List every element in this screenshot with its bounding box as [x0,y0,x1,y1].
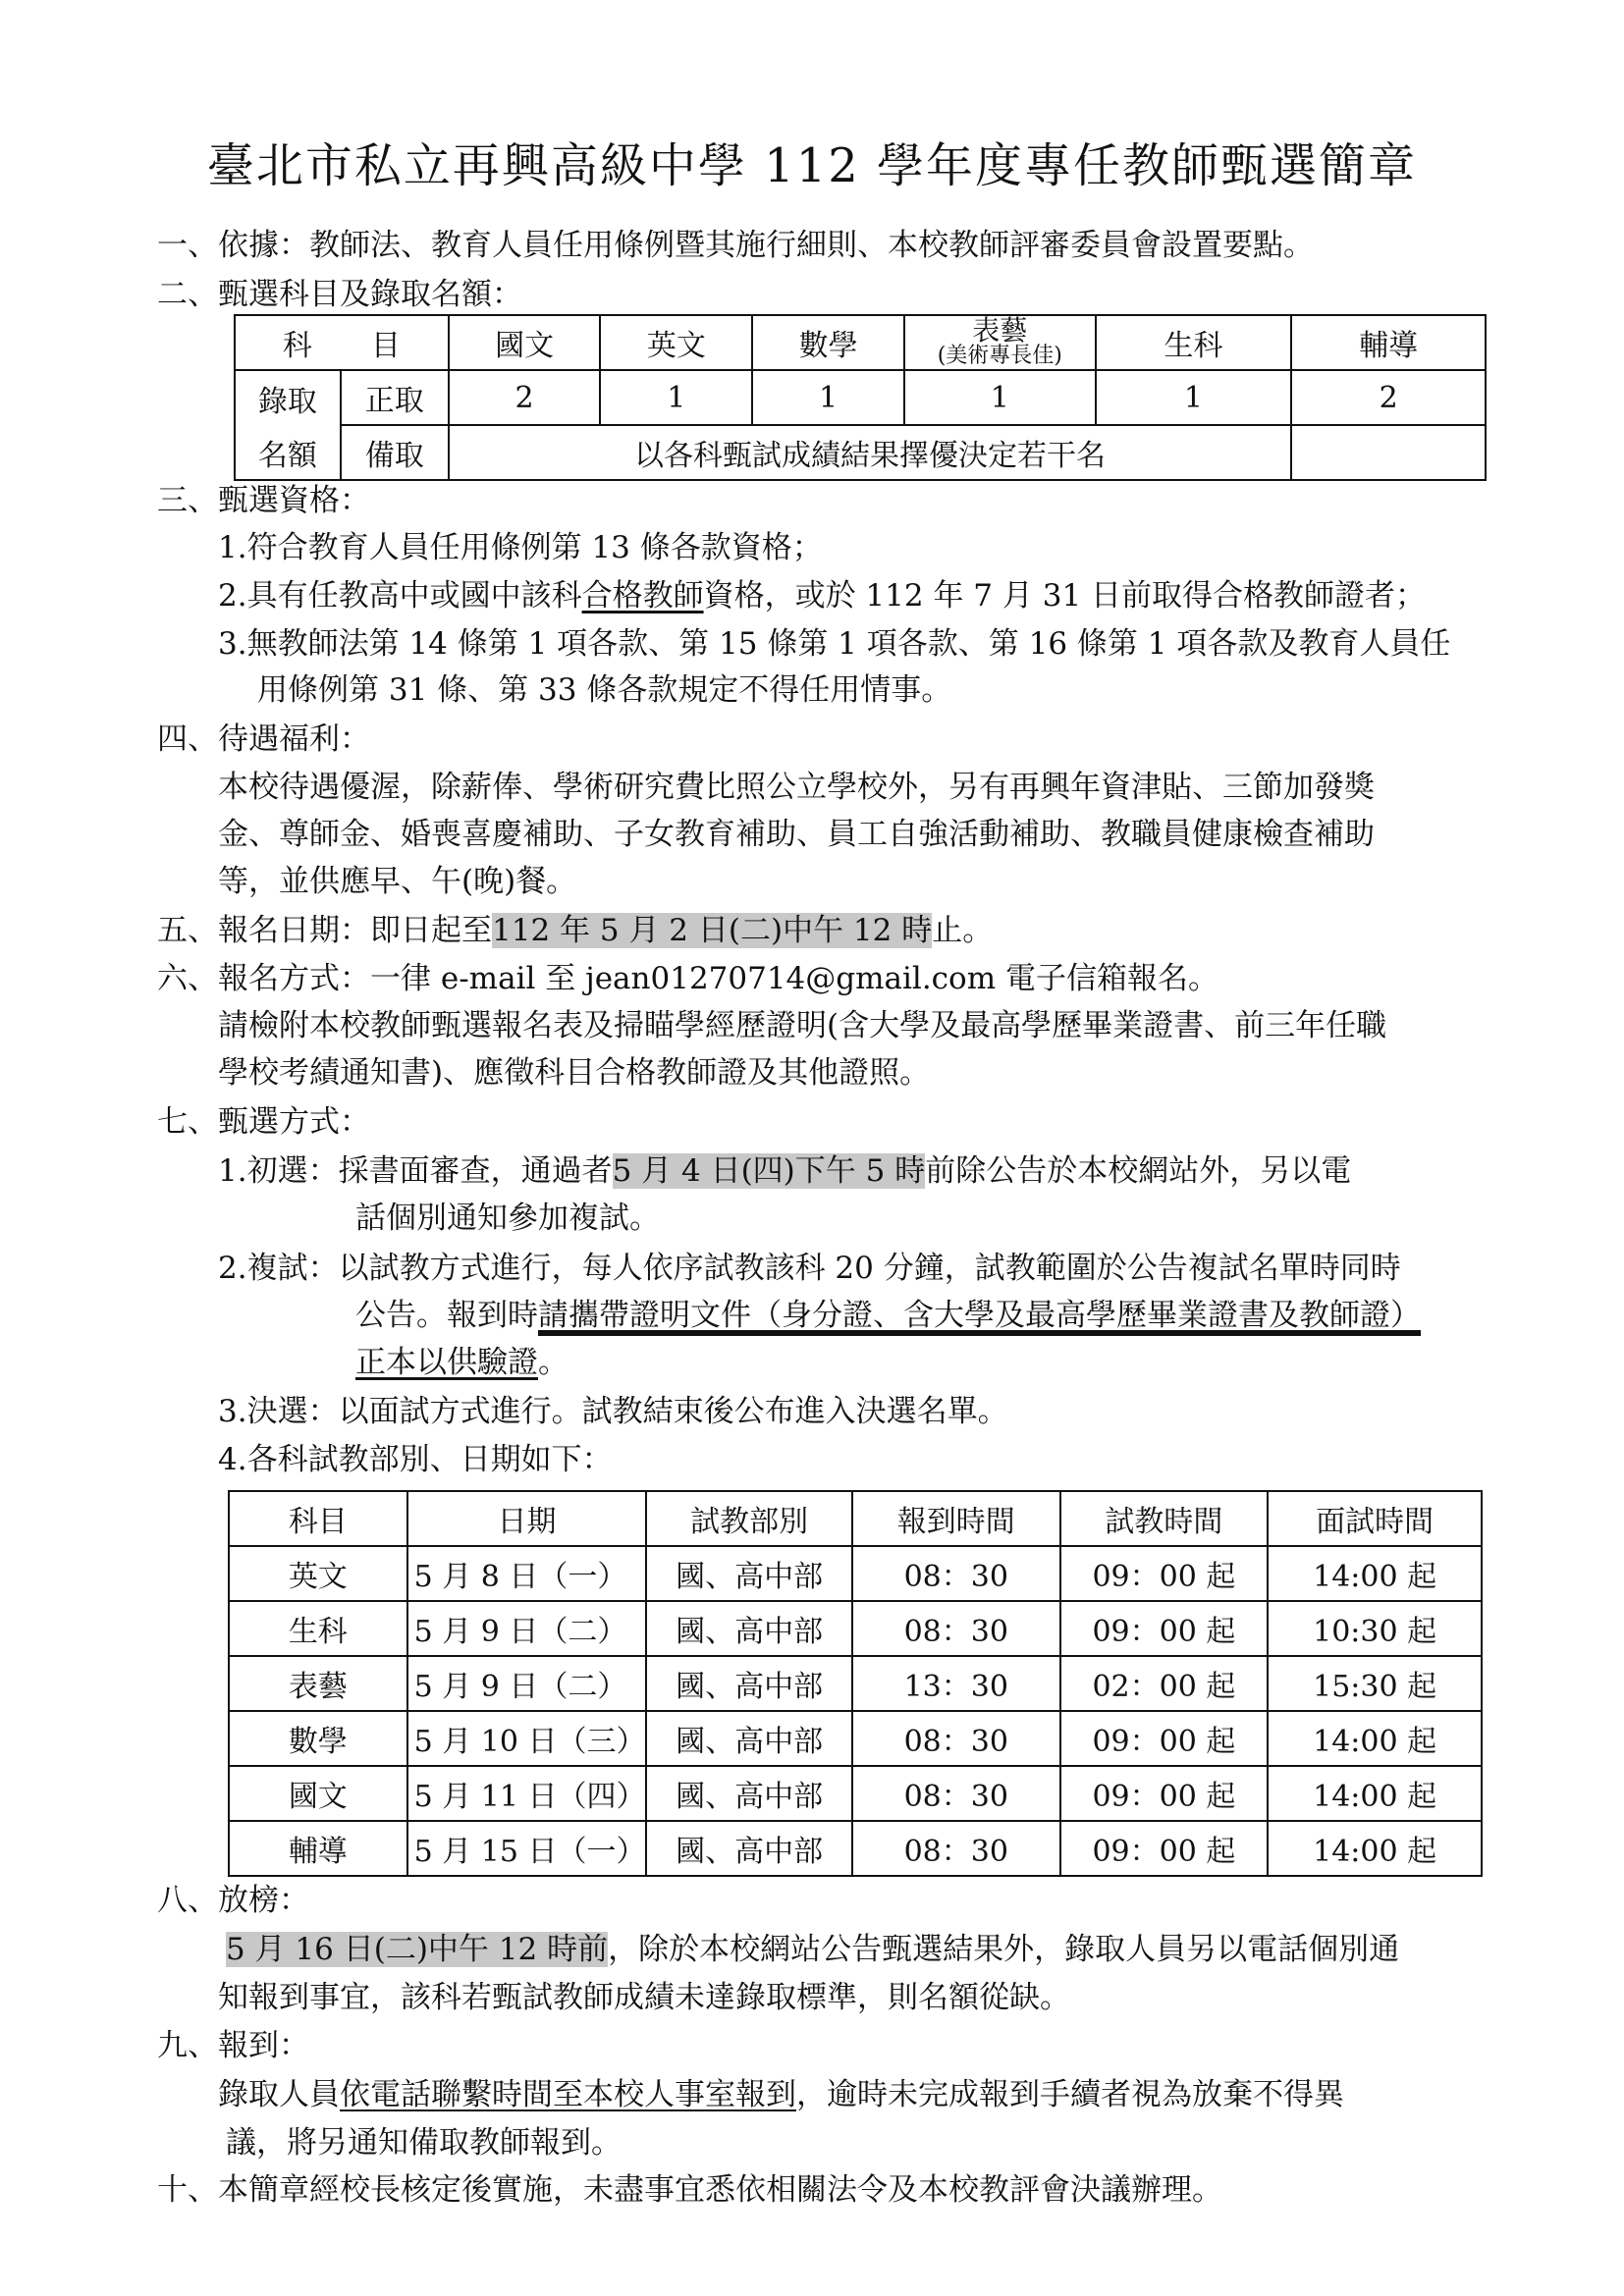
schedule-cell: 13：30 [852,1656,1060,1711]
registration-deadline-highlight: 112 年 5 月 2 日(二)中午 12 時 [492,913,933,948]
arts-note: (美術專長佳) [937,344,1062,368]
quota-regular-count: 1 [904,370,1096,425]
schedule-cell: 國、高中部 [646,1546,852,1601]
section-4-line-2: 金、尊師金、婚喪喜慶補助、子女教育補助、員工自強活動補助、教職員健康檢查補助 [218,817,1375,852]
quota-header-row [235,315,1486,370]
schedule-cell: 08：30 [852,1546,1060,1601]
schedule-cell: 國、高中部 [646,1601,852,1656]
quota-row-label-b: 名額 [235,425,341,480]
schedule-cell: 09：00 起 [1060,1601,1269,1656]
section-3-item-3: 3.無教師法第 14 條第 1 項各款、第 15 條第 1 項各款、第 16 條第 1 項各款及教育人員任 [218,626,1451,662]
schedule-table [228,1490,1483,1877]
schedule-cell: 14:00 起 [1268,1711,1482,1766]
section-3-item-1: 1.符合教育人員任用條例第 13 條各款資格； [218,530,823,565]
text-span: ，除於本校網站公告甄選結果外，錄取人員另以電話個別通 [608,1932,1400,1967]
schedule-cell: 14:00 起 [1268,1821,1482,1876]
schedule-header: 面試時間 [1268,1491,1482,1546]
schedule-row [229,1711,1482,1766]
section-7-item-1-cont: 話個別通知參加複試。 [355,1201,660,1236]
text-span: 2.具有任教高中或國中該科 [218,578,582,614]
qualified-teacher-underline: 合格教師 [581,578,704,614]
schedule-cell: 08：30 [852,1711,1060,1766]
section-2-heading: 二、甄選科目及錄取名額： [157,277,522,312]
schedule-cell: 09：00 起 [1060,1546,1269,1601]
section-8-heading: 八、放榜： [157,1883,309,1918]
schedule-row [229,1546,1482,1601]
section-3-item-2 [218,576,1426,615]
quota-table [234,314,1487,481]
text-span: 五、報名日期：即日起至 [157,913,492,948]
schedule-cell: 英文 [229,1546,407,1601]
schedule-header: 科目 [229,1491,407,1546]
schedule-row [229,1821,1482,1876]
text-span: 。 [538,1345,568,1380]
section-3-heading: 三、甄選資格： [157,483,370,518]
schedule-cell: 08：30 [852,1601,1060,1656]
schedule-cell: 國文 [229,1766,407,1821]
section-6-line-1: 請檢附本校教師甄選報名表及掃瞄學經歷證明(含大學及最高學歷畢業證書、前三年任職 [218,1008,1387,1043]
preliminary-date-highlight: 5 月 4 日(四)下午 5 時 [612,1153,926,1189]
schedule-cell: 09：00 起 [1060,1821,1269,1876]
text-span: 1.初選：採書面審查，通過者 [218,1153,613,1189]
section-6-heading: 六、報名方式：一律 e-mail 至 jean01270714@gmail.com 電子信箱報名。 [157,961,1218,996]
section-7-heading: 七、甄選方式： [157,1104,370,1140]
section-8-line-2: 知報到事宜，該科若甄試教師成績未達錄取標準，則名額從缺。 [218,1980,1070,2015]
text-span: 錄取人員 [218,2077,340,2112]
schedule-header-row [229,1491,1482,1546]
schedule-cell: 10:30 起 [1268,1601,1482,1656]
section-3-item-3-cont: 用條例第 31 條、第 33 條各款規定不得任用情事。 [257,672,952,708]
quota-subject: 數學 [752,315,904,370]
text-span: ，逾時未完成報到手續者視為放棄不得異 [796,2077,1344,2112]
section-4-line-3: 等，並供應早、午(晚)餐。 [218,864,577,899]
schedule-cell: 5 月 9 日（二） [407,1601,647,1656]
schedule-cell: 02：00 起 [1060,1656,1269,1711]
section-7-item-1 [218,1151,1351,1191]
section-4-heading: 四、待遇福利： [157,721,370,757]
section-10-text: 十、本簡章經校長核定後實施，未盡事宜悉依相關法令及本校教評會決議辦理。 [157,2172,1222,2208]
page-title: 臺北市私立再興高級中學 112 學年度專任教師甄選簡章 [206,138,1418,193]
section-7-item-2: 2.複試：以試教方式進行，每人依序試教該科 20 分鐘，試教範圍於公告複試名單時同時 [218,1251,1401,1286]
schedule-cell: 5 月 15 日（一） [407,1821,647,1876]
schedule-header: 試教部別 [646,1491,852,1546]
section-4-line-1: 本校待遇優渥，除薪俸、學術研究費比照公立學校外，另有再興年資津貼、三節加發獎 [218,770,1375,805]
schedule-cell: 國、高中部 [646,1656,852,1711]
section-9-line-1 [218,2075,1344,2114]
text-span: 公告。報到時 [355,1298,538,1333]
quota-subject-header: 科 目 [235,315,449,370]
section-7-item-2-cont [355,1296,1421,1335]
originals-underline: 正本以供驗證 [355,1345,538,1380]
schedule-cell: 國、高中部 [646,1766,852,1821]
quota-backup-text: 以各科甄試成績結果擇優決定若干名 [449,425,1292,480]
schedule-cell: 5 月 8 日（一） [407,1546,647,1601]
section-9-heading: 九、報到： [157,2028,309,2063]
quota-subject: 英文 [600,315,752,370]
schedule-cell: 輔導 [229,1821,407,1876]
quota-regular-count: 2 [1291,370,1486,425]
quota-regular-count: 1 [600,370,752,425]
text-span: 資格，或於 112 年 7 月 31 日前取得合格教師證者； [703,578,1427,614]
schedule-row [229,1601,1482,1656]
section-7-item-3: 3.決選：以面試方式進行。試教結束後公布進入決選名單。 [218,1394,1008,1429]
quota-backup-row [235,425,1486,480]
schedule-cell: 08：30 [852,1766,1060,1821]
schedule-cell: 15:30 起 [1268,1656,1482,1711]
schedule-row [229,1656,1482,1711]
quota-regular-count: 1 [752,370,904,425]
text-span: 止。 [932,913,994,948]
quota-regular-row [235,370,1486,425]
section-6-line-2: 學校考績通知書)、應徵科目合格教師證及其他證照。 [218,1055,931,1091]
schedule-header: 試教時間 [1060,1491,1269,1546]
quota-subject: 輔導 [1291,315,1486,370]
schedule-row [229,1766,1482,1821]
text-span: 前除公告於本校網站外，另以電 [925,1153,1352,1189]
quota-subject: 國文 [449,315,601,370]
quota-regular-count: 1 [1096,370,1292,425]
results-date-highlight: 5 月 16 日(二)中午 12 時前 [226,1932,609,1967]
schedule-cell: 表藝 [229,1656,407,1711]
schedule-cell: 生科 [229,1601,407,1656]
section-9-line-2: 議，將另通知備取教師報到。 [226,2125,622,2161]
quota-subject: 生科 [1096,315,1292,370]
schedule-cell: 5 月 10 日（三） [407,1711,647,1766]
section-1-basis: 一、依據：教師法、教育人員任用條例暨其施行細則、本校教師評審委員會設置要點。 [157,228,1314,263]
schedule-cell: 08：30 [852,1821,1060,1876]
quota-backup-empty [1291,425,1486,480]
quota-regular-count: 2 [449,370,601,425]
schedule-cell: 09：00 起 [1060,1711,1269,1766]
section-7-item-2-cont-2 [355,1343,568,1382]
schedule-cell: 5 月 9 日（二） [407,1656,647,1711]
schedule-cell: 數學 [229,1711,407,1766]
documents-underline: 請攜帶證明文件（身分證、含大學及最高學歷畢業證書及教師證） [538,1298,1421,1336]
schedule-cell: 14:00 起 [1268,1546,1482,1601]
section-5-registration-date [157,911,993,950]
schedule-cell: 國、高中部 [646,1821,852,1876]
quota-subject: 表藝 [972,314,1028,347]
quota-backup-label: 備取 [341,425,449,480]
schedule-cell: 09：00 起 [1060,1766,1269,1821]
schedule-cell: 5 月 11 日（四） [407,1766,647,1821]
schedule-cell: 國、高中部 [646,1711,852,1766]
schedule-header: 報到時間 [852,1491,1060,1546]
section-7-item-4: 4.各科試教部別、日期如下： [218,1442,613,1477]
report-underline: 依電話聯繫時間至本校人事室報到 [340,2077,796,2112]
quota-row-label-a: 錄取 [235,370,341,425]
quota-regular-label: 正取 [341,370,449,425]
schedule-cell: 14:00 起 [1268,1766,1482,1821]
schedule-header: 日期 [407,1491,647,1546]
section-8-line-1 [226,1930,1399,1969]
quota-subject-arts [904,315,1096,370]
